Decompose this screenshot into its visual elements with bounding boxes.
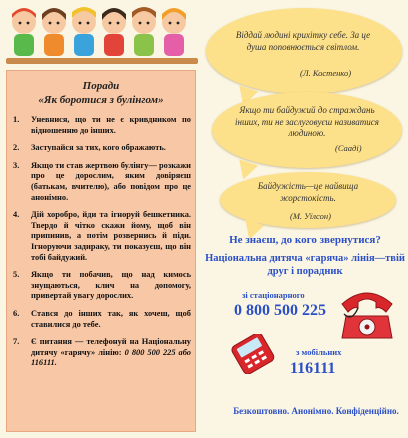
help-question: Не знаєш, до кого звернутися?	[229, 234, 381, 246]
quote-author-1: (Л. Костенко)	[300, 68, 352, 78]
item-text: Заступайся за тих, кого ображають.	[31, 143, 166, 153]
footer-note: Безкоштовно. Анонімно. Конфіденційно.	[233, 406, 399, 416]
item-number: 6.	[13, 308, 20, 318]
landline-number: 0 800 500 225	[234, 302, 326, 319]
item-number: 2.	[13, 143, 20, 153]
tips-list	[7, 115, 195, 369]
item-text: Якщо ти побачив, що над кимось знущаються, клич на допомогу, привертай увагу дорослих.	[31, 270, 191, 301]
item-text: Стався до інших так, як хочеш, щоб ставилися до тебе.	[31, 308, 191, 329]
hotline-title: Національна дитяча «гаряча» лінія—твій друг і порадник	[205, 253, 405, 277]
item-number: 1.	[13, 115, 20, 124]
quote-text-1: Віддай людині крихітку себе. За це душа поповнюється світлом.	[235, 30, 371, 52]
item-text: Дій хоробро, йди та ігноруй бешкетника. Твердо й чітко скажи йому, щоб він припинив, а потім розвернись й піди. Ігноруючи задираку, ти показуєш, що він тобі байдужий.	[31, 210, 191, 262]
tips-heading: Поради	[82, 80, 120, 92]
list-item	[13, 115, 191, 136]
list-item	[13, 210, 191, 263]
list-item	[13, 337, 191, 369]
item-text	[31, 337, 191, 369]
tips-panel	[6, 70, 196, 432]
item-text-body: Є питання — телефонуй на Національну дитячу «гарячу» лінію:	[31, 337, 191, 357]
tips-title	[7, 79, 195, 107]
landline-label: зі стаціонарного	[242, 290, 305, 300]
tips-subheading: «Як боротися з булінгом»	[38, 94, 164, 106]
item-text: Якщо ти став жертвою булінгу— розкажи про це дорослим, яким довіряєш (батькам, вчителю), або повідом про це анонімно.	[31, 160, 191, 202]
list-item	[13, 270, 191, 302]
mobile-number: 116111	[290, 360, 336, 377]
quote-text-2: Якщо ти байдужий до страждань інших, ти не заслуговуєш називатися людиною.	[235, 105, 379, 138]
item-number: 7.	[13, 337, 20, 347]
list-item	[13, 143, 191, 154]
item-number: 3.	[13, 160, 20, 170]
list-item	[13, 161, 191, 203]
hotline-numbers: 0 800 500 225 або 116111.	[31, 347, 191, 368]
quote-author-2: (Сааді)	[335, 143, 362, 153]
list-item	[13, 309, 191, 330]
quote-author-3: (М. Уїлсон)	[290, 211, 331, 221]
red-telephone-icon	[336, 282, 398, 342]
item-number: 5.	[13, 270, 20, 280]
mobile-phone-icon	[226, 334, 278, 374]
item-number: 4.	[13, 210, 20, 220]
children-illustration	[2, 0, 202, 72]
item-text: Уневнися, що ти не є кривдником по відношенню до інших.	[31, 115, 191, 135]
mobile-label: з мобільних	[296, 347, 342, 357]
quote-text-3: Байдужість—це найвища жорстокість.	[257, 181, 359, 203]
